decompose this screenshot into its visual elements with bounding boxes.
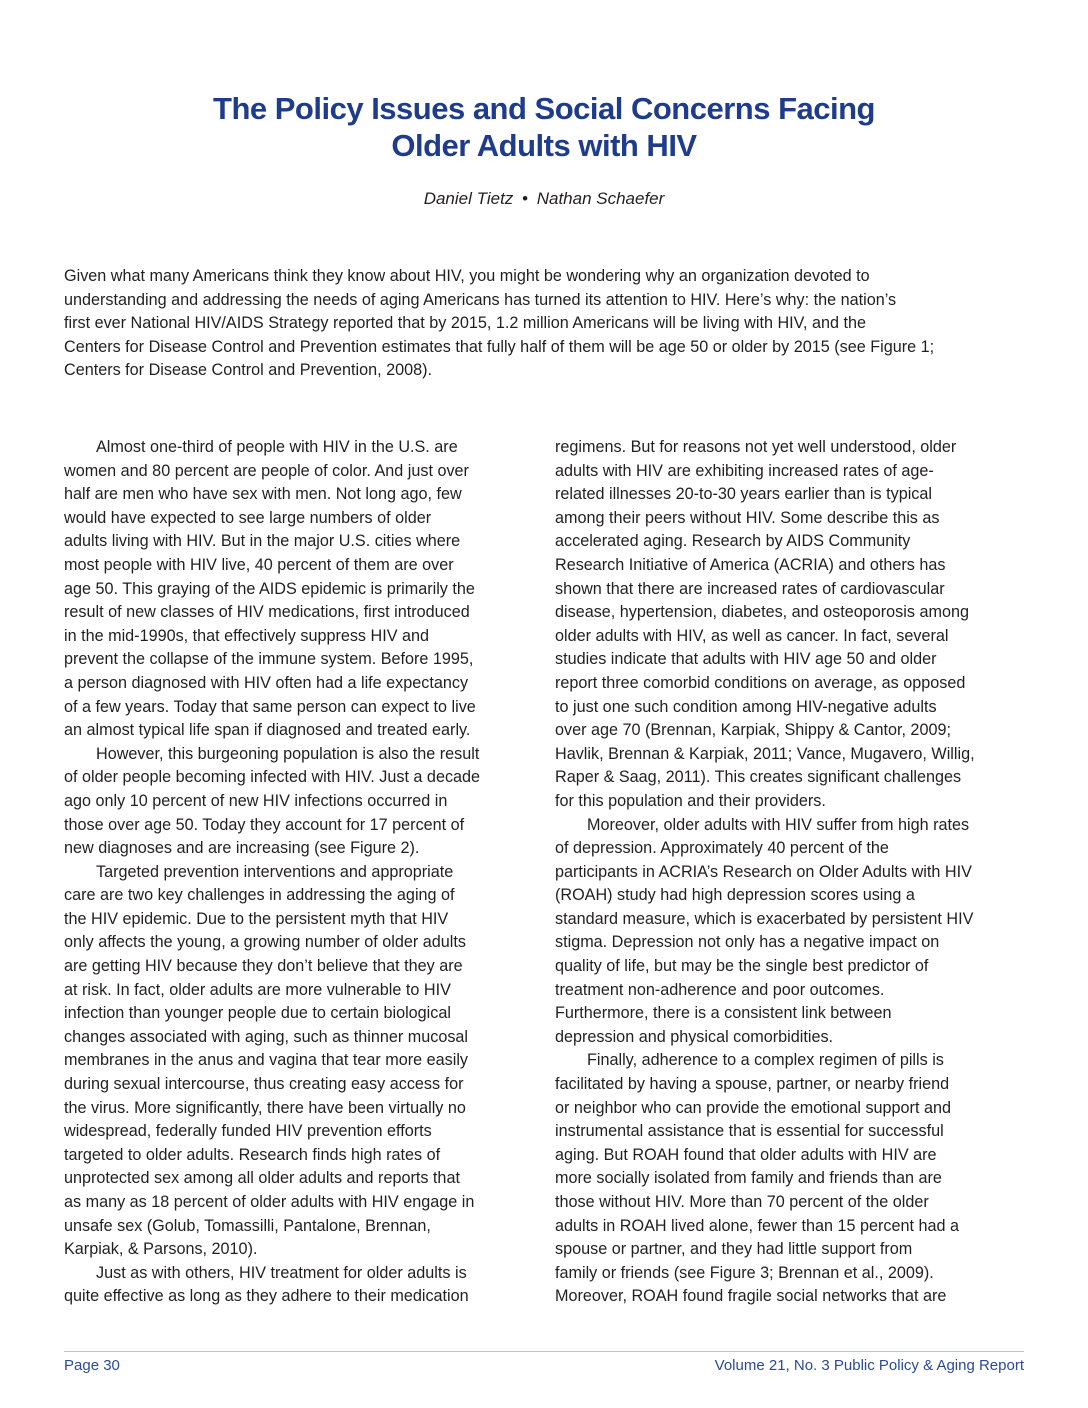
body-text-line: Karpiak, & Parsons, 2010).	[64, 1240, 258, 1259]
body-text-line: to just one such condition among HIV-negative adults	[555, 697, 937, 716]
body-text-line: women and 80 percent are people of color. And just over	[64, 461, 469, 480]
publication-info: Volume 21, No. 3 Public Policy & Aging Report	[714, 1357, 1024, 1374]
body-text-line: instrumental assistance that is essential for successful	[555, 1122, 944, 1141]
body-text-line: would have expected to see large numbers of older	[64, 508, 432, 527]
body-text-line: adults in ROAH lived alone, fewer than 15 percent had a	[555, 1216, 960, 1235]
body-text-line: facilitated by having a spouse, partner, or nearby friend	[555, 1075, 950, 1094]
body-text-line: targeted to older adults. Research finds high rates of	[64, 1145, 441, 1164]
body-text-line: during sexual intercourse, thus creating easy access for	[64, 1075, 464, 1094]
body-text-line: adults living with HIV. But in the major U.S. cities where	[64, 532, 461, 551]
author-name: Nathan Schaefer	[536, 189, 665, 208]
body-text-line: more socially isolated from family and friends than are	[555, 1169, 942, 1188]
body-text-line: adults with HIV are exhibiting increased rates of age-	[555, 461, 934, 480]
body-text-line: regimens. But for reasons not yet well understood, older	[555, 438, 957, 456]
body-text-line: accelerated aging. Research by AIDS Community	[555, 532, 911, 551]
intro-line: Given what many Americans think they know about HIV, you might be wondering why an organization devoted to	[64, 267, 870, 285]
paragraph-start-line: Almost one-third of people with HIV in the U.S. are	[96, 438, 458, 456]
left-column	[64, 436, 534, 1309]
body-text-line: of older people becoming infected with HIV. Just a decade	[64, 768, 481, 787]
paragraph-start-line: Finally, adherence to a complex regimen of pills is	[587, 1051, 944, 1070]
body-text-line: of a few years. Today that same person can expect to live	[64, 697, 476, 716]
body-text-line: quality of life, but may be the single best predictor of	[555, 957, 929, 976]
intro-line: understanding and addressing the needs of aging Americans has turned its attention to HIV. Here’s why: the nation’s	[64, 290, 897, 309]
page-number: Page 30	[64, 1357, 120, 1374]
body-text-line: aging. But ROAH found that older adults with HIV are	[555, 1145, 937, 1164]
body-text-line: report three comorbid conditions on average, as opposed	[555, 673, 966, 692]
body-text-line: Raper & Saag, 2011). This creates significant challenges	[555, 768, 962, 787]
paragraph-start-line: However, this burgeoning population is also the result	[96, 744, 480, 763]
body-text-line: shown that there are increased rates of cardiovascular	[555, 579, 945, 598]
article-title	[0, 90, 1088, 164]
body-text-line: those without HIV. More than 70 percent of the older	[555, 1193, 929, 1211]
body-text-line: are getting HIV because they don’t believe that they are	[64, 957, 463, 976]
body-text-line: changes associated with aging, such as thinner mucosal	[64, 1027, 469, 1046]
title-line: Older Adults with HIV	[391, 128, 697, 163]
body-text-line: or neighbor who can provide the emotional support and	[555, 1098, 951, 1117]
body-text-line: those over age 50. Today they account for 17 percent of	[64, 815, 465, 834]
paragraph-start-line: Just as with others, HIV treatment for older adults is	[96, 1263, 467, 1282]
body-text-line: among their peers without HIV. Some describe this as	[555, 508, 940, 527]
body-text-line: spouse or partner, and they had little support from	[555, 1240, 913, 1259]
author-separator: •	[522, 189, 528, 208]
body-text-line: only affects the young, a growing number of older adults	[64, 933, 466, 952]
body-text-line: half are men who have sex with men. Not long ago, few	[64, 485, 462, 504]
body-text-line: unprotected sex among all older adults and reports that	[64, 1169, 460, 1188]
body-text-line: new diagnoses and are increasing (see Figure 2).	[64, 839, 420, 858]
body-text-line: the HIV epidemic. Due to the persistent myth that HIV	[64, 909, 449, 928]
body-text-line: membranes in the anus and vagina that tear more easily	[64, 1051, 469, 1070]
body-text-line: care are two key challenges in addressing the aging of	[64, 886, 455, 905]
body-text-line: participants in ACRIA’s Research on Older Adults with HIV	[555, 862, 972, 881]
intro-line: Centers for Disease Control and Prevention, 2008).	[64, 361, 433, 380]
body-text-line: unsafe sex (Golub, Tomassilli, Pantalone, Brennan,	[64, 1216, 431, 1235]
footer-rule	[64, 1351, 1024, 1352]
body-text-line: older adults with HIV, as well as cancer. In fact, several	[555, 626, 949, 645]
body-text-line: age 50. This graying of the AIDS epidemic is primarily the	[64, 579, 475, 598]
body-text-line: Havlik, Brennan & Karpiak, 2011; Vance, Mugavero, Willig,	[555, 744, 975, 763]
body-text-line: in the mid-1990s, that effectively suppress HIV and	[64, 626, 430, 645]
body-text-line: Moreover, ROAH found fragile social networks that are	[555, 1287, 947, 1306]
body-text-line: depression and physical comorbidities.	[555, 1027, 834, 1046]
body-text-line: at risk. In fact, older adults are more vulnerable to HIV	[64, 980, 451, 999]
body-text-line: family or friends (see Figure 3; Brennan et al., 2009).	[555, 1263, 934, 1282]
body-text-line: ago only 10 percent of new HIV infections occurred in	[64, 791, 448, 810]
body-text-line: Research Initiative of America (ACRIA) and others has	[555, 555, 946, 574]
body-text-line: prevent the collapse of the immune system. Before 1995,	[64, 650, 474, 669]
intro-line: first ever National HIV/AIDS Strategy reported that by 2015, 1.2 million Americans will be living with HIV, and the	[64, 314, 866, 333]
body-text-line: treatment non-adherence and poor outcomes.	[555, 980, 885, 999]
intro-line: Centers for Disease Control and Prevention estimates that fully half of them will be age 50 or older by 2015 (see Figure 1;	[64, 337, 935, 356]
body-text-line: (ROAH) study had high depression scores using a	[555, 886, 915, 905]
body-text-line: a person diagnosed with HIV often had a life expectancy	[64, 673, 469, 692]
body-text-line: an almost typical life span if diagnosed and treated early.	[64, 721, 471, 740]
body-text-line: most people with HIV live, 40 percent of them are over	[64, 555, 454, 574]
body-text-line: quite effective as long as they adhere to their medication	[64, 1287, 469, 1306]
title-line: The Policy Issues and Social Concerns Facing	[213, 91, 875, 126]
body-text-line: studies indicate that adults with HIV age 50 and older	[555, 650, 937, 669]
author-name: Daniel Tietz	[423, 189, 514, 208]
body-text-line: result of new classes of HIV medications, first introduced	[64, 603, 470, 622]
body-text-line: infection than younger people due to certain biological	[64, 1004, 451, 1023]
body-text-line: widespread, federally funded HIV prevention efforts	[64, 1122, 432, 1141]
body-text-line: stigma. Depression not only has a negative impact on	[555, 933, 940, 952]
body-text-line: over age 70 (Brennan, Karpiak, Shippy & Cantor, 2009;	[555, 721, 951, 740]
paragraph-start-line: Targeted prevention interventions and appropriate	[96, 862, 454, 881]
body-text-line: standard measure, which is exacerbated by persistent HIV	[555, 909, 974, 928]
intro-paragraph	[64, 265, 1024, 383]
body-text-line: for this population and their providers.	[555, 791, 826, 810]
body-text-line: related illnesses 20-to-30 years earlier than is typical	[555, 485, 932, 504]
body-text-line: of depression. Approximately 40 percent of the	[555, 839, 889, 858]
paragraph-start-line: Moreover, older adults with HIV suffer from high rates	[587, 815, 970, 834]
body-text-line: the virus. More significantly, there have been virtually no	[64, 1098, 466, 1117]
body-text-line: Furthermore, there is a consistent link between	[555, 1004, 892, 1023]
body-text-line: as many as 18 percent of older adults with HIV engage in	[64, 1193, 475, 1211]
right-column	[555, 436, 1025, 1309]
author-byline	[0, 188, 1088, 210]
body-text-line: disease, hypertension, diabetes, and osteoporosis among	[555, 603, 969, 622]
